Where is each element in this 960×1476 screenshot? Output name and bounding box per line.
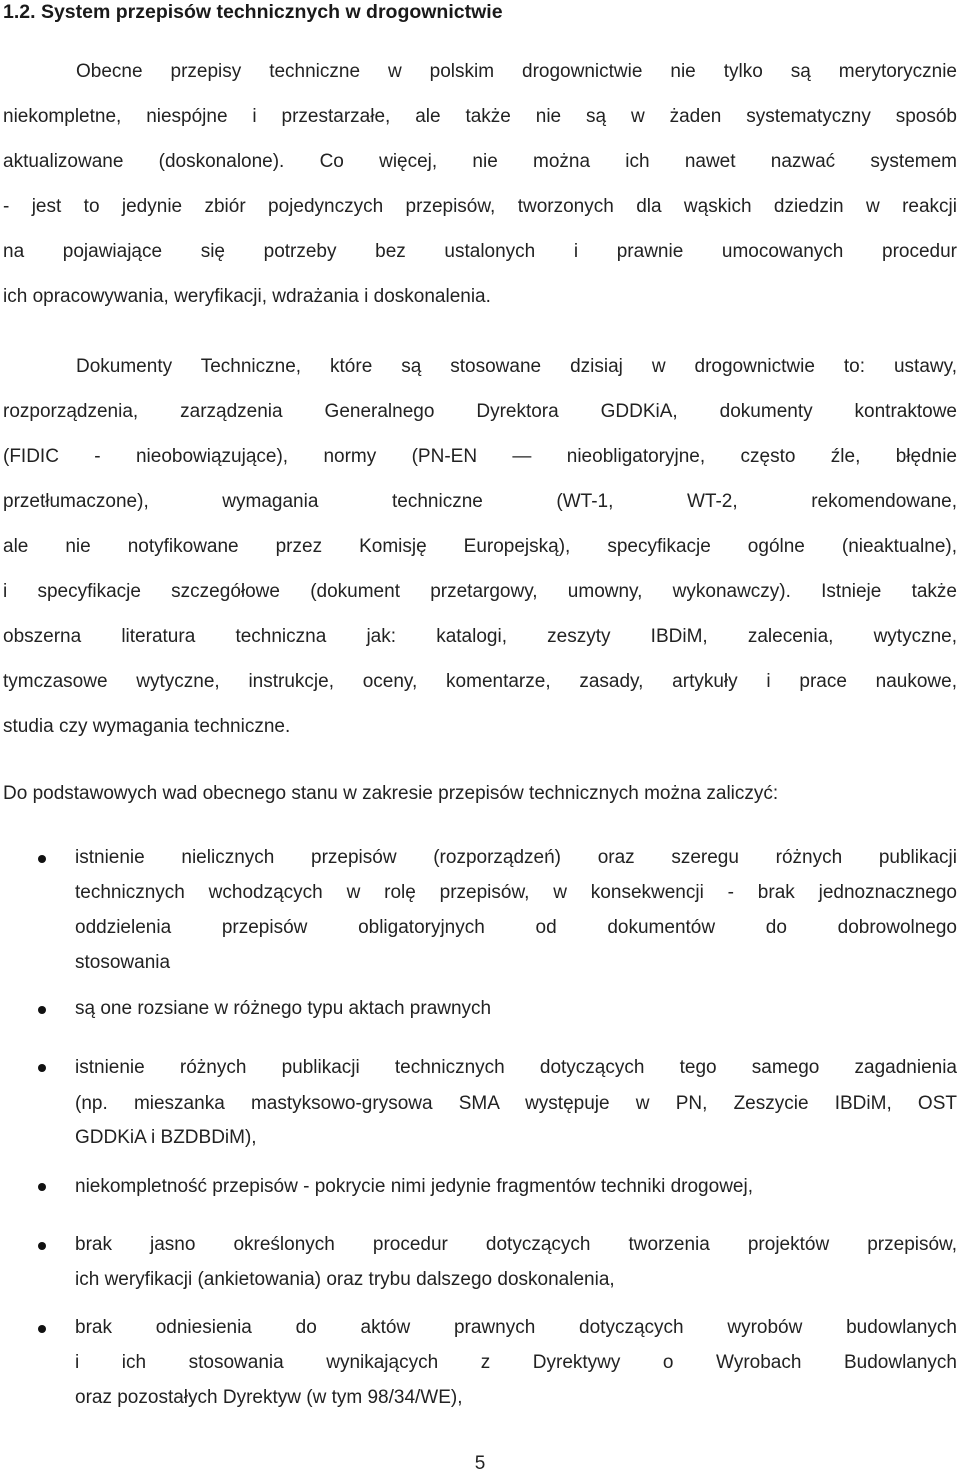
- paragraph-line: - jest to jedynie zbiór pojedynczych przepisów, tworzonych dla wąskich dziedzin w reakcji: [3, 196, 957, 217]
- paragraph-line: rozporządzenia, zarządzenia Generalnego Dyrektora GDDKiA, dokumenty kontraktowe: [3, 401, 957, 422]
- paragraph-line: Do podstawowych wad obecnego stanu w zakresie przepisów technicznych można zaliczyć:: [3, 783, 779, 804]
- list-item-line: oraz pozostałych Dyrektyw (w tym 98/34/WE),: [75, 1387, 463, 1408]
- bullet-icon: [38, 1325, 46, 1333]
- paragraph-line: niekompletne, niespójne i przestarzałe, ale także nie są w żaden systematyczny sposób: [3, 106, 957, 127]
- paragraph-line: tymczasowe wytyczne, instrukcje, oceny, komentarze, zasady, artykuły i prace naukowe,: [3, 671, 957, 692]
- paragraph-line: ale nie notyfikowane przez Komisję Europejską), specyfikacje ogólne (nieaktualne),: [3, 536, 957, 557]
- paragraph-line: (FIDIC - nieobowiązujące), normy (PN-EN — nieobligatoryjne, często źle, błędnie: [3, 446, 957, 467]
- bullet-icon: [38, 1006, 46, 1014]
- list-item-line: stosowania: [75, 952, 171, 973]
- paragraph-line: aktualizowane (doskonalone). Co więcej, nie można ich nawet nazwać systemem: [3, 151, 957, 172]
- list-item-line: istnienie nielicznych przepisów (rozporządzeń) oraz szeregu różnych publikacji: [75, 847, 957, 868]
- list-item-line: niekompletność przepisów - pokrycie nimi jedynie fragmentów techniki drogowej,: [75, 1176, 753, 1197]
- paragraph-line: ich opracowywania, weryfikacji, wdrażania i doskonalenia.: [3, 286, 491, 307]
- paragraph-line: Obecne przepisy techniczne w polskim drogownictwie nie tylko są merytorycznie: [76, 61, 957, 82]
- paragraph-line: studia czy wymagania techniczne.: [3, 716, 291, 737]
- paragraph-line: i specyfikacje szczegółowe (dokument przetargowy, umowny, wykonawczy). Istnieje także: [3, 581, 957, 602]
- list-item-line: brak jasno określonych procedur dotyczących tworzenia projektów przepisów,: [75, 1234, 957, 1255]
- list-item-line: GDDKiA i BZDBDiM),: [75, 1127, 257, 1148]
- paragraph-line: Dokumenty Techniczne, które są stosowane dzisiaj w drogownictwie to: ustawy,: [76, 356, 957, 377]
- page-number: 5: [474, 1453, 486, 1474]
- bullet-icon: [38, 855, 46, 863]
- list-item-line: technicznych wchodzących w rolę przepisów, w konsekwencji - brak jednoznacznego: [75, 882, 957, 903]
- section-heading: 1.2. System przepisów technicznych w drogownictwie: [3, 1, 503, 23]
- list-item-line: brak odniesienia do aktów prawnych dotyczących wyrobów budowlanych: [75, 1317, 957, 1338]
- bullet-icon: [38, 1183, 46, 1191]
- bullet-icon: [38, 1064, 46, 1072]
- list-item-line: ich weryfikacji (ankietowania) oraz trybu dalszego doskonalenia,: [75, 1269, 615, 1290]
- list-item-line: i ich stosowania wynikających z Dyrektywy o Wyrobach Budowlanych: [75, 1352, 957, 1373]
- paragraph-line: na pojawiające się potrzeby bez ustalonych i prawnie umocowanych procedur: [3, 241, 957, 262]
- list-item-line: (np. mieszanka mastyksowo-grysowa SMA występuje w PN, Zeszycie IBDiM, OST: [75, 1093, 957, 1114]
- list-item-line: są one rozsiane w różnego typu aktach prawnych: [75, 998, 492, 1019]
- bullet-icon: [38, 1242, 46, 1250]
- paragraph-line: przetłumaczone), wymagania techniczne (WT-1, WT-2, rekomendowane,: [3, 491, 957, 512]
- list-item-line: oddzielenia przepisów obligatoryjnych od dokumentów do dobrowolnego: [75, 917, 957, 938]
- paragraph-line: obszerna literatura techniczna jak: katalogi, zeszyty IBDiM, zalecenia, wytyczne,: [3, 626, 957, 647]
- list-item-line: istnienie różnych publikacji technicznych dotyczących tego samego zagadnienia: [75, 1057, 957, 1078]
